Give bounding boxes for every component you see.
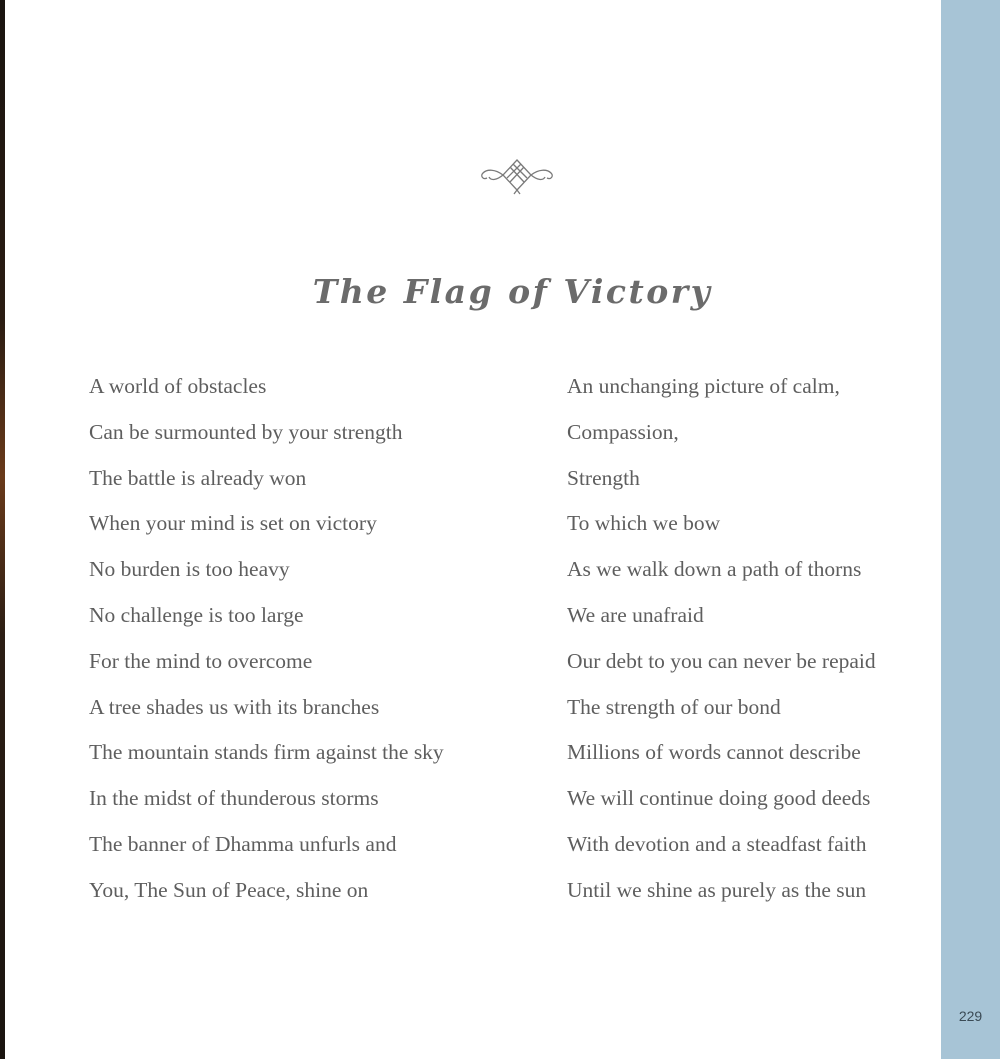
adjacent-page-edge <box>0 0 5 1059</box>
side-color-strip <box>941 0 1000 1059</box>
poem-line: Millions of words cannot describe <box>567 740 861 765</box>
poem-line: The strength of our bond <box>567 694 781 719</box>
poem-line: An unchanging picture of calm, <box>567 374 840 398</box>
poem-line: A world of obstacles <box>89 374 267 398</box>
poem-stanza-right <box>567 371 876 921</box>
poem-stanza-left <box>89 371 444 921</box>
poem-line: The battle is already won <box>89 465 307 490</box>
poem-line: For the mind to overcome <box>89 648 313 673</box>
poem-line: When your mind is set on victory <box>89 511 377 536</box>
poem-line: No burden is too heavy <box>89 557 290 582</box>
page-number: 229 <box>958 1008 983 1024</box>
poem-line: We are unafraid <box>567 602 704 627</box>
poem-line: We will continue doing good deeds <box>567 786 871 811</box>
poem-line: Until we shine as purely as the sun <box>567 877 867 902</box>
poem-title: The Flag of Victory <box>312 272 713 311</box>
poem-line: The banner of Dhamma unfurls and <box>89 831 397 856</box>
poem-line: No challenge is too large <box>89 602 304 627</box>
poem-line: Our debt to you can never be repaid <box>567 648 876 673</box>
poem-line: In the midst of thunderous storms <box>89 786 379 811</box>
poem-line: You, The Sun of Peace, shine on <box>89 877 369 902</box>
poem-line: Strength <box>567 465 640 490</box>
endless-knot-flourish-icon <box>479 156 555 196</box>
poem-line: A tree shades us with its branches <box>89 694 380 719</box>
poem-line: Can be surmounted by your strength <box>89 419 403 444</box>
poem-line: The mountain stands firm against the sky <box>89 740 444 765</box>
poem-line: To which we bow <box>567 511 721 536</box>
poem-line: As we walk down a path of thorns <box>567 557 862 582</box>
poem-line: With devotion and a steadfast faith <box>567 831 867 856</box>
poem-line: Compassion, <box>567 419 679 444</box>
